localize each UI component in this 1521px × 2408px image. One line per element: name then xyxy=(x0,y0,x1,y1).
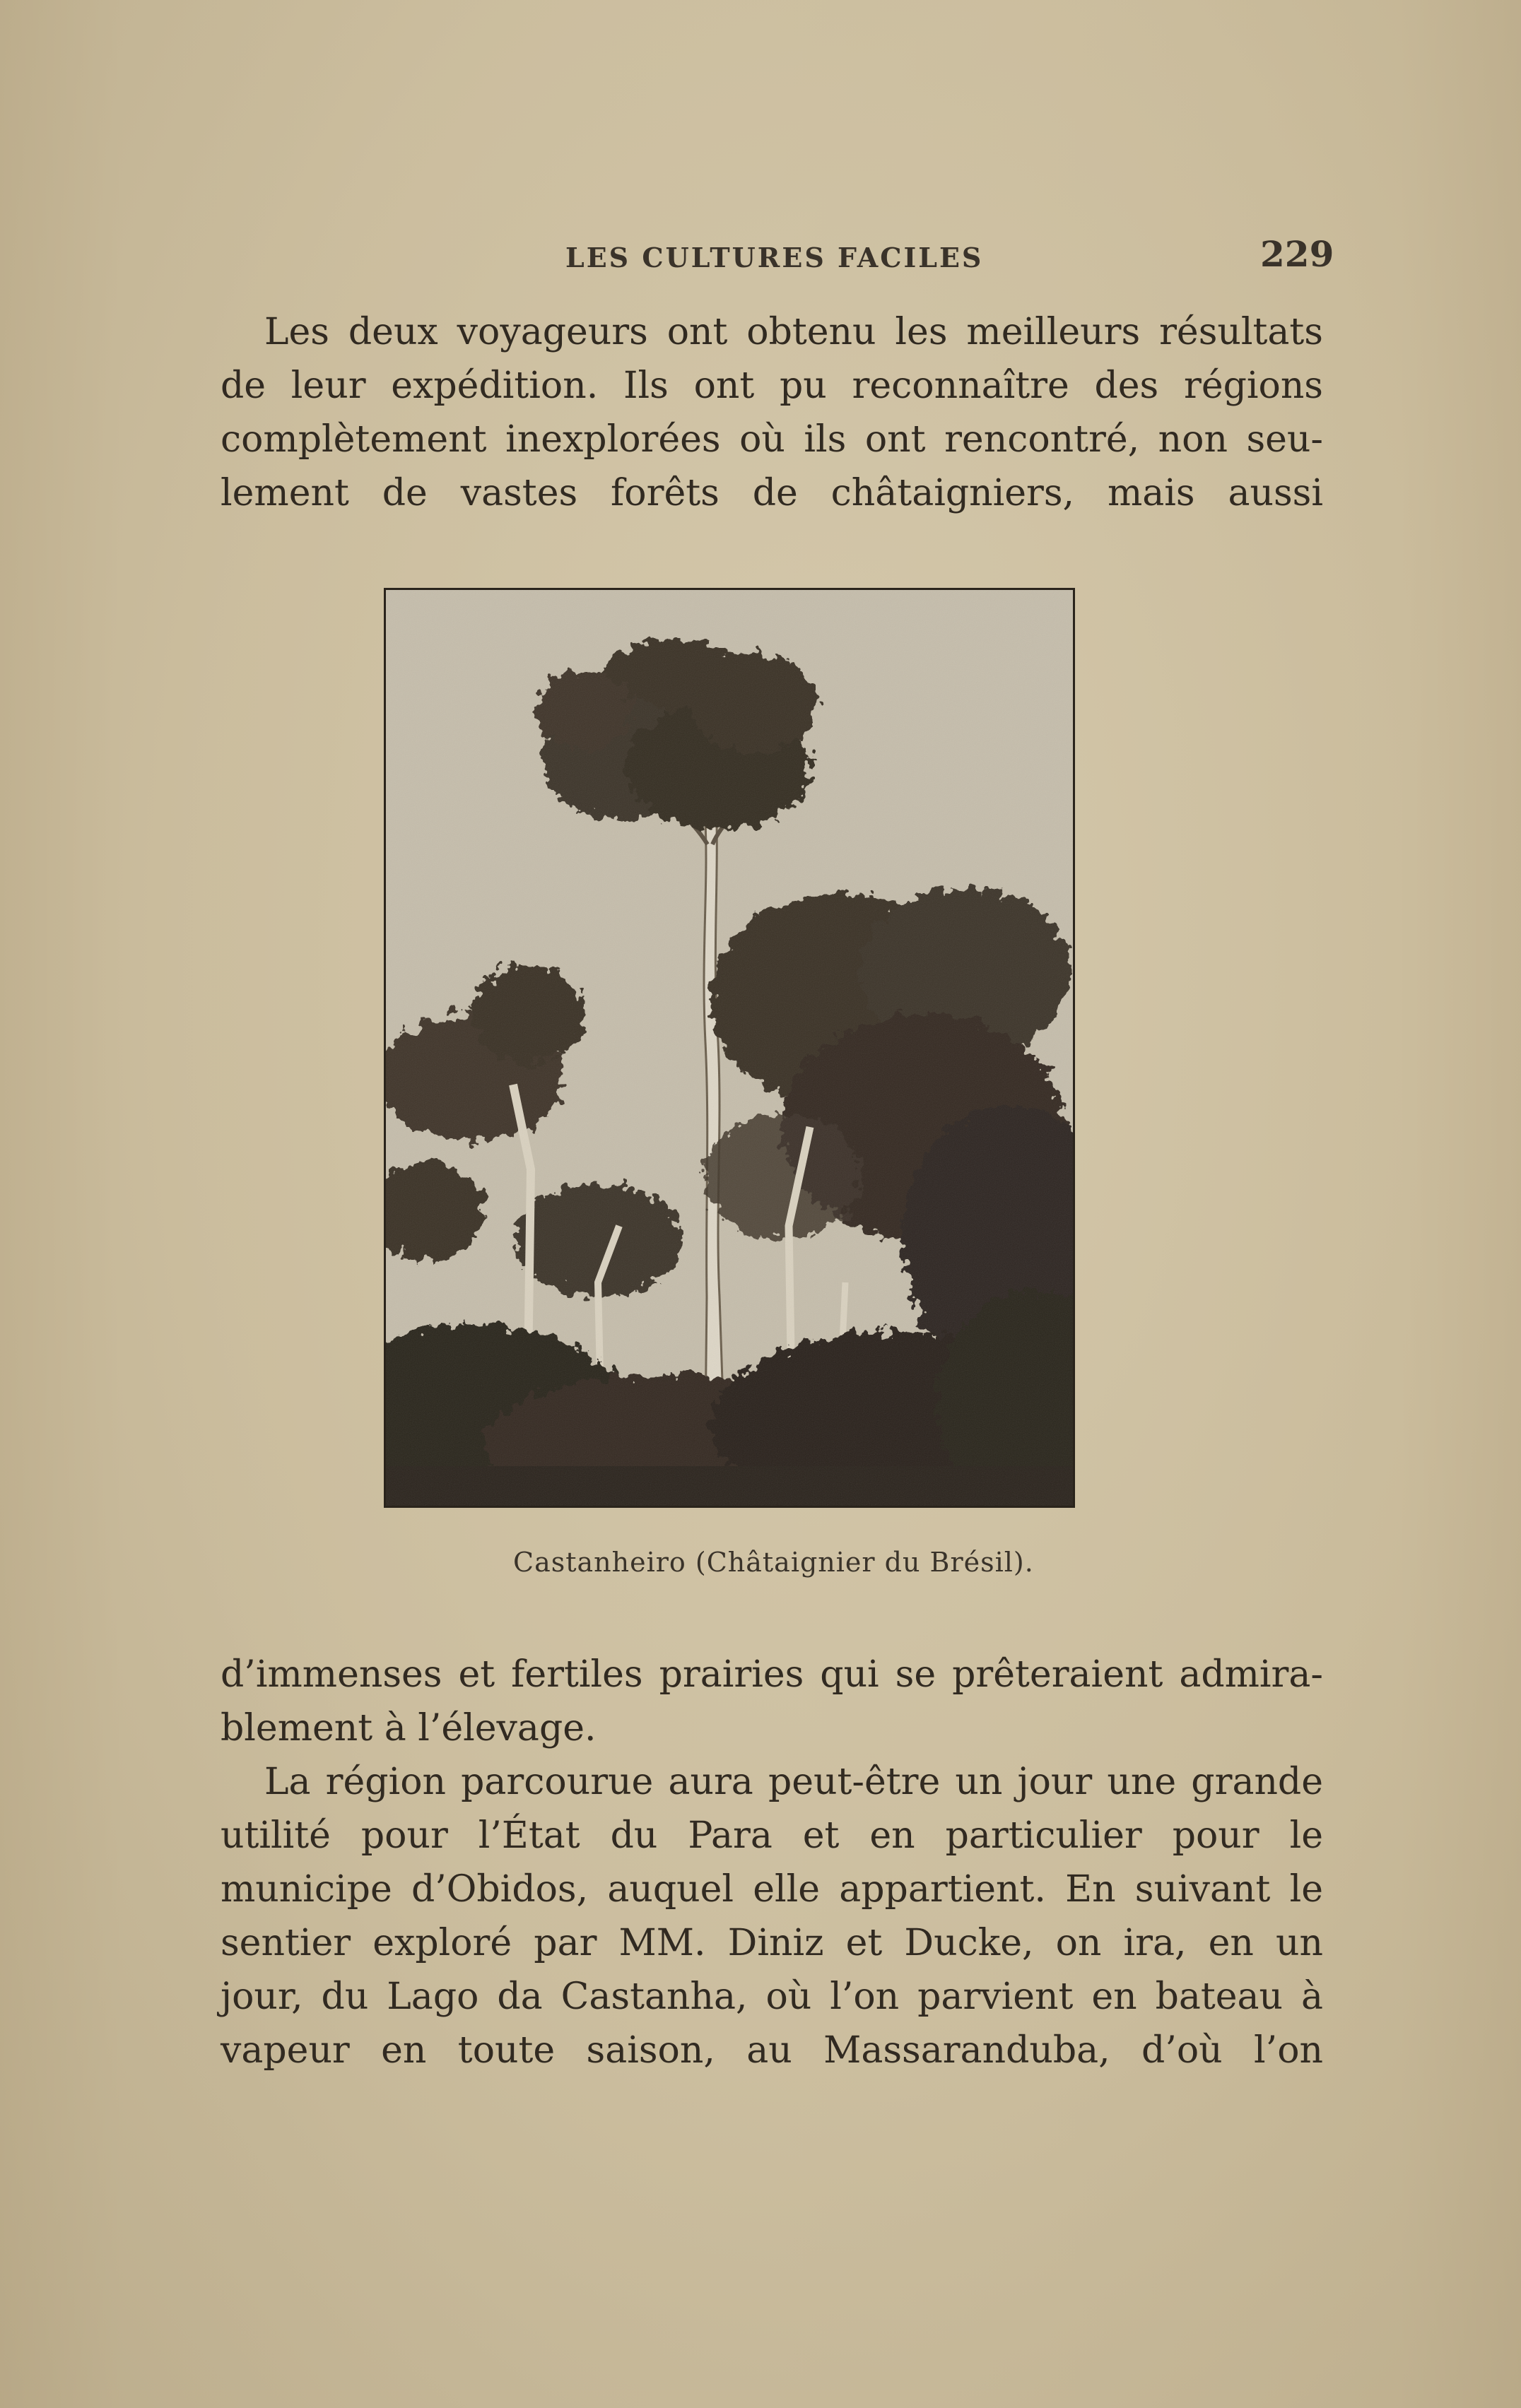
paragraph-top xyxy=(221,305,1323,520)
text-line: Les deux voyageurs ont obtenu les meilleurs résultats xyxy=(264,311,1323,353)
text-line: municipe d’Obidos, auquel elle appartient. En suivant le xyxy=(221,1868,1323,1911)
tree-photograph xyxy=(384,588,1075,1508)
text-line: blement à l’élevage. xyxy=(221,1707,597,1749)
text-line: sentier exploré par MM. Diniz et Ducke, on ira, en un xyxy=(221,1922,1323,1964)
figure-caption: Castanheiro (Châtaignier du Brésil). xyxy=(513,1547,1034,1578)
text-line: vapeur en toute saison, au Massaranduba, d’où l’on xyxy=(221,2029,1323,2072)
page-number: 229 xyxy=(1260,233,1334,275)
text-line: lement de vastes forêts de châtaigniers, mais aussi xyxy=(221,472,1323,514)
text-line: complètement inexplorées où ils ont rencontré, non seu- xyxy=(221,418,1323,461)
paragraph-bottom-b xyxy=(221,1755,1323,2077)
text-line: jour, du Lago da Castanha, où l’on parvient en bateau à xyxy=(221,1976,1323,2018)
text-line: La région parcourue aura peut-être un jour une grande xyxy=(264,1761,1323,1803)
brazil-nut-tree-illustration xyxy=(386,590,1073,1506)
paragraph-bottom-a xyxy=(221,1648,1323,1755)
text-line: utilité pour l’État du Para et en particulier pour le xyxy=(221,1814,1323,1857)
text-line: de leur expédition. Ils ont pu reconnaître des régions xyxy=(221,365,1323,407)
text-line: d’immenses et fertiles prairies qui se prêteraient admira- xyxy=(221,1653,1323,1696)
running-head: LES CULTURES FACILES xyxy=(565,242,984,273)
